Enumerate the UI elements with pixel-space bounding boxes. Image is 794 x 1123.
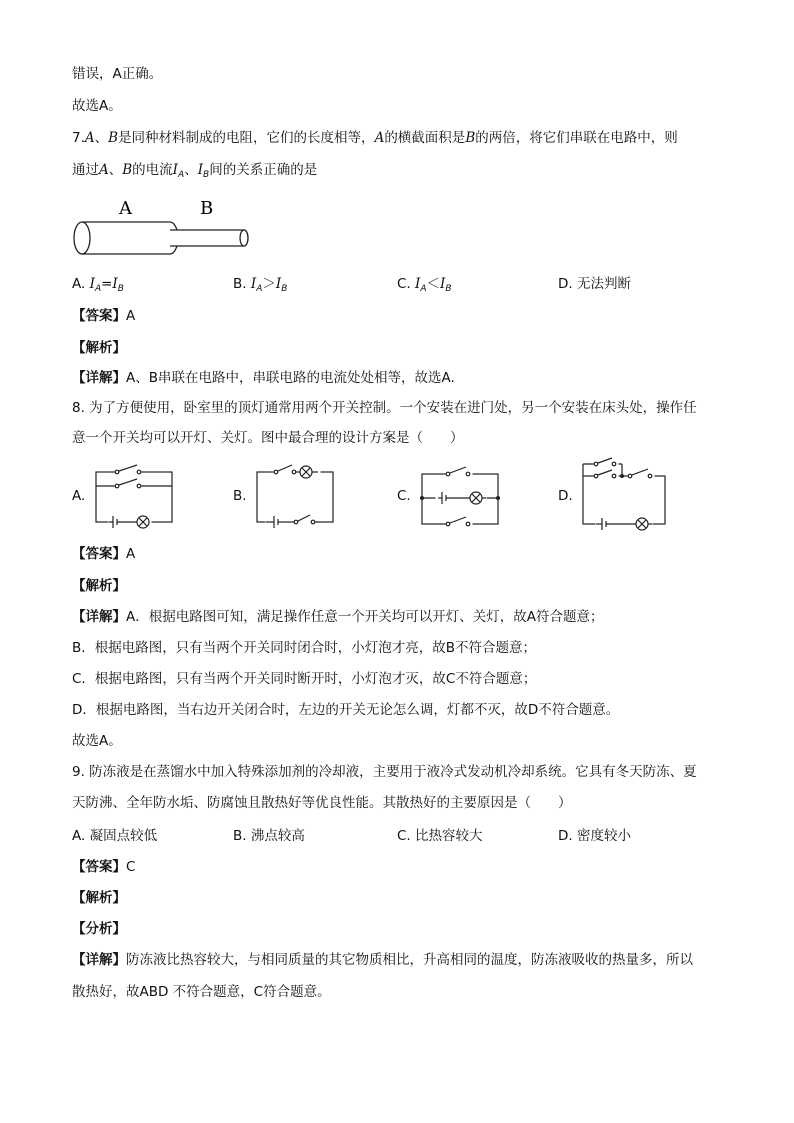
detail-9-b: 散热好，故ABD 不符合题意，C符合题意。 [72, 984, 331, 1000]
circuit-a-diagram [95, 462, 175, 526]
q8-option-a[interactable]: A. [72, 488, 86, 504]
circuit-b-diagram [256, 462, 336, 526]
detail-8-d: D．根据电路图，当右边开关闭合时，左边的开关无论怎么调，灯都不灭，故D不符合题意。 [72, 702, 620, 718]
label-b: B [200, 198, 214, 219]
answer-7: 【答案】A [72, 308, 136, 324]
resistor-cylinders-figure [72, 192, 252, 262]
answer-8: 【答案】A [72, 546, 136, 562]
question-9-line-2: 天防沸、全年防水垢、防腐蚀且散热好等优良性能。其散热好的主要原因是（ ） [72, 795, 572, 811]
circuit-c-diagram [418, 464, 504, 528]
q8-option-c[interactable]: C. [397, 488, 411, 504]
q7-option-d[interactable]: D. 无法判断 [558, 276, 631, 292]
analysis-8: 【解析】 [72, 578, 126, 594]
detail-8-e: 故选A。 [72, 733, 122, 749]
q9-option-d[interactable]: D. 密度较小 [558, 828, 631, 844]
text-line: 故选A。 [72, 98, 122, 114]
circuit-d-diagram [582, 458, 668, 530]
question-8-line-1: 8. 为了方便使用，卧室里的顶灯通常用两个开关控制。一个安装在进门处，另一个安装在床头处，操作任 [72, 400, 697, 416]
answer-9: 【答案】C [72, 859, 136, 875]
question-9-line-1: 9. 防冻液是在蒸馏水中加入特殊添加剂的冷却液，主要用于液冷式发动机冷却系统。它具有冬天防冻、夏 [72, 764, 697, 780]
q7-option-b[interactable]: B. $I_A>I_B$ [233, 276, 288, 294]
q8-option-d[interactable]: D. [558, 488, 573, 504]
question-7-line-1: 7.A、B是同种材料制成的电阻，它们的长度相等，A的横截面积是B的两倍，将它们串联在电路中，则 [72, 130, 678, 146]
detail-8-a: 【详解】A．根据电路图可知，满足操作任意一个开关均可以开灯、关灯，故A符合题意； [72, 609, 604, 625]
question-7-line-2: 通过A、B的电流$I_A$、$I_B$间的关系正确的是 [72, 162, 318, 180]
analysis-9: 【解析】 [72, 890, 126, 906]
q8-option-b[interactable]: B. [233, 488, 247, 504]
q7-option-c[interactable]: C. $I_A<I_B$ [397, 276, 452, 294]
analysis-7: 【解析】 [72, 340, 126, 356]
fenxi-9: 【分析】 [72, 921, 126, 937]
q9-option-c[interactable]: C. 比热容较大 [397, 828, 483, 844]
q7-option-a[interactable]: A. $I_A=I_B$ [72, 276, 124, 294]
detail-8-b: B．根据电路图，只有当两个开关同时闭合时，小灯泡才亮，故B不符合题意； [72, 640, 537, 656]
detail-7: 【详解】A、B串联在电路中，串联电路的电流处处相等，故选A. [72, 370, 455, 386]
label-a: A [119, 198, 132, 219]
detail-8-c: C．根据电路图，只有当两个开关同时断开时，小灯泡才灭，故C不符合题意； [72, 671, 537, 687]
q9-option-a[interactable]: A. 凝固点较低 [72, 828, 158, 844]
q9-option-b[interactable]: B. 沸点较高 [233, 828, 305, 844]
text-line: 错误，A正确。 [72, 66, 163, 82]
detail-9-a: 【详解】防冻液比热容较大，与相同质量的其它物质相比，升高相同的温度，防冻液吸收的热量多，所以 [72, 952, 693, 968]
question-8-line-2: 意一个开关均可以开灯、关灯。图中最合理的设计方案是（ ） [72, 430, 464, 446]
